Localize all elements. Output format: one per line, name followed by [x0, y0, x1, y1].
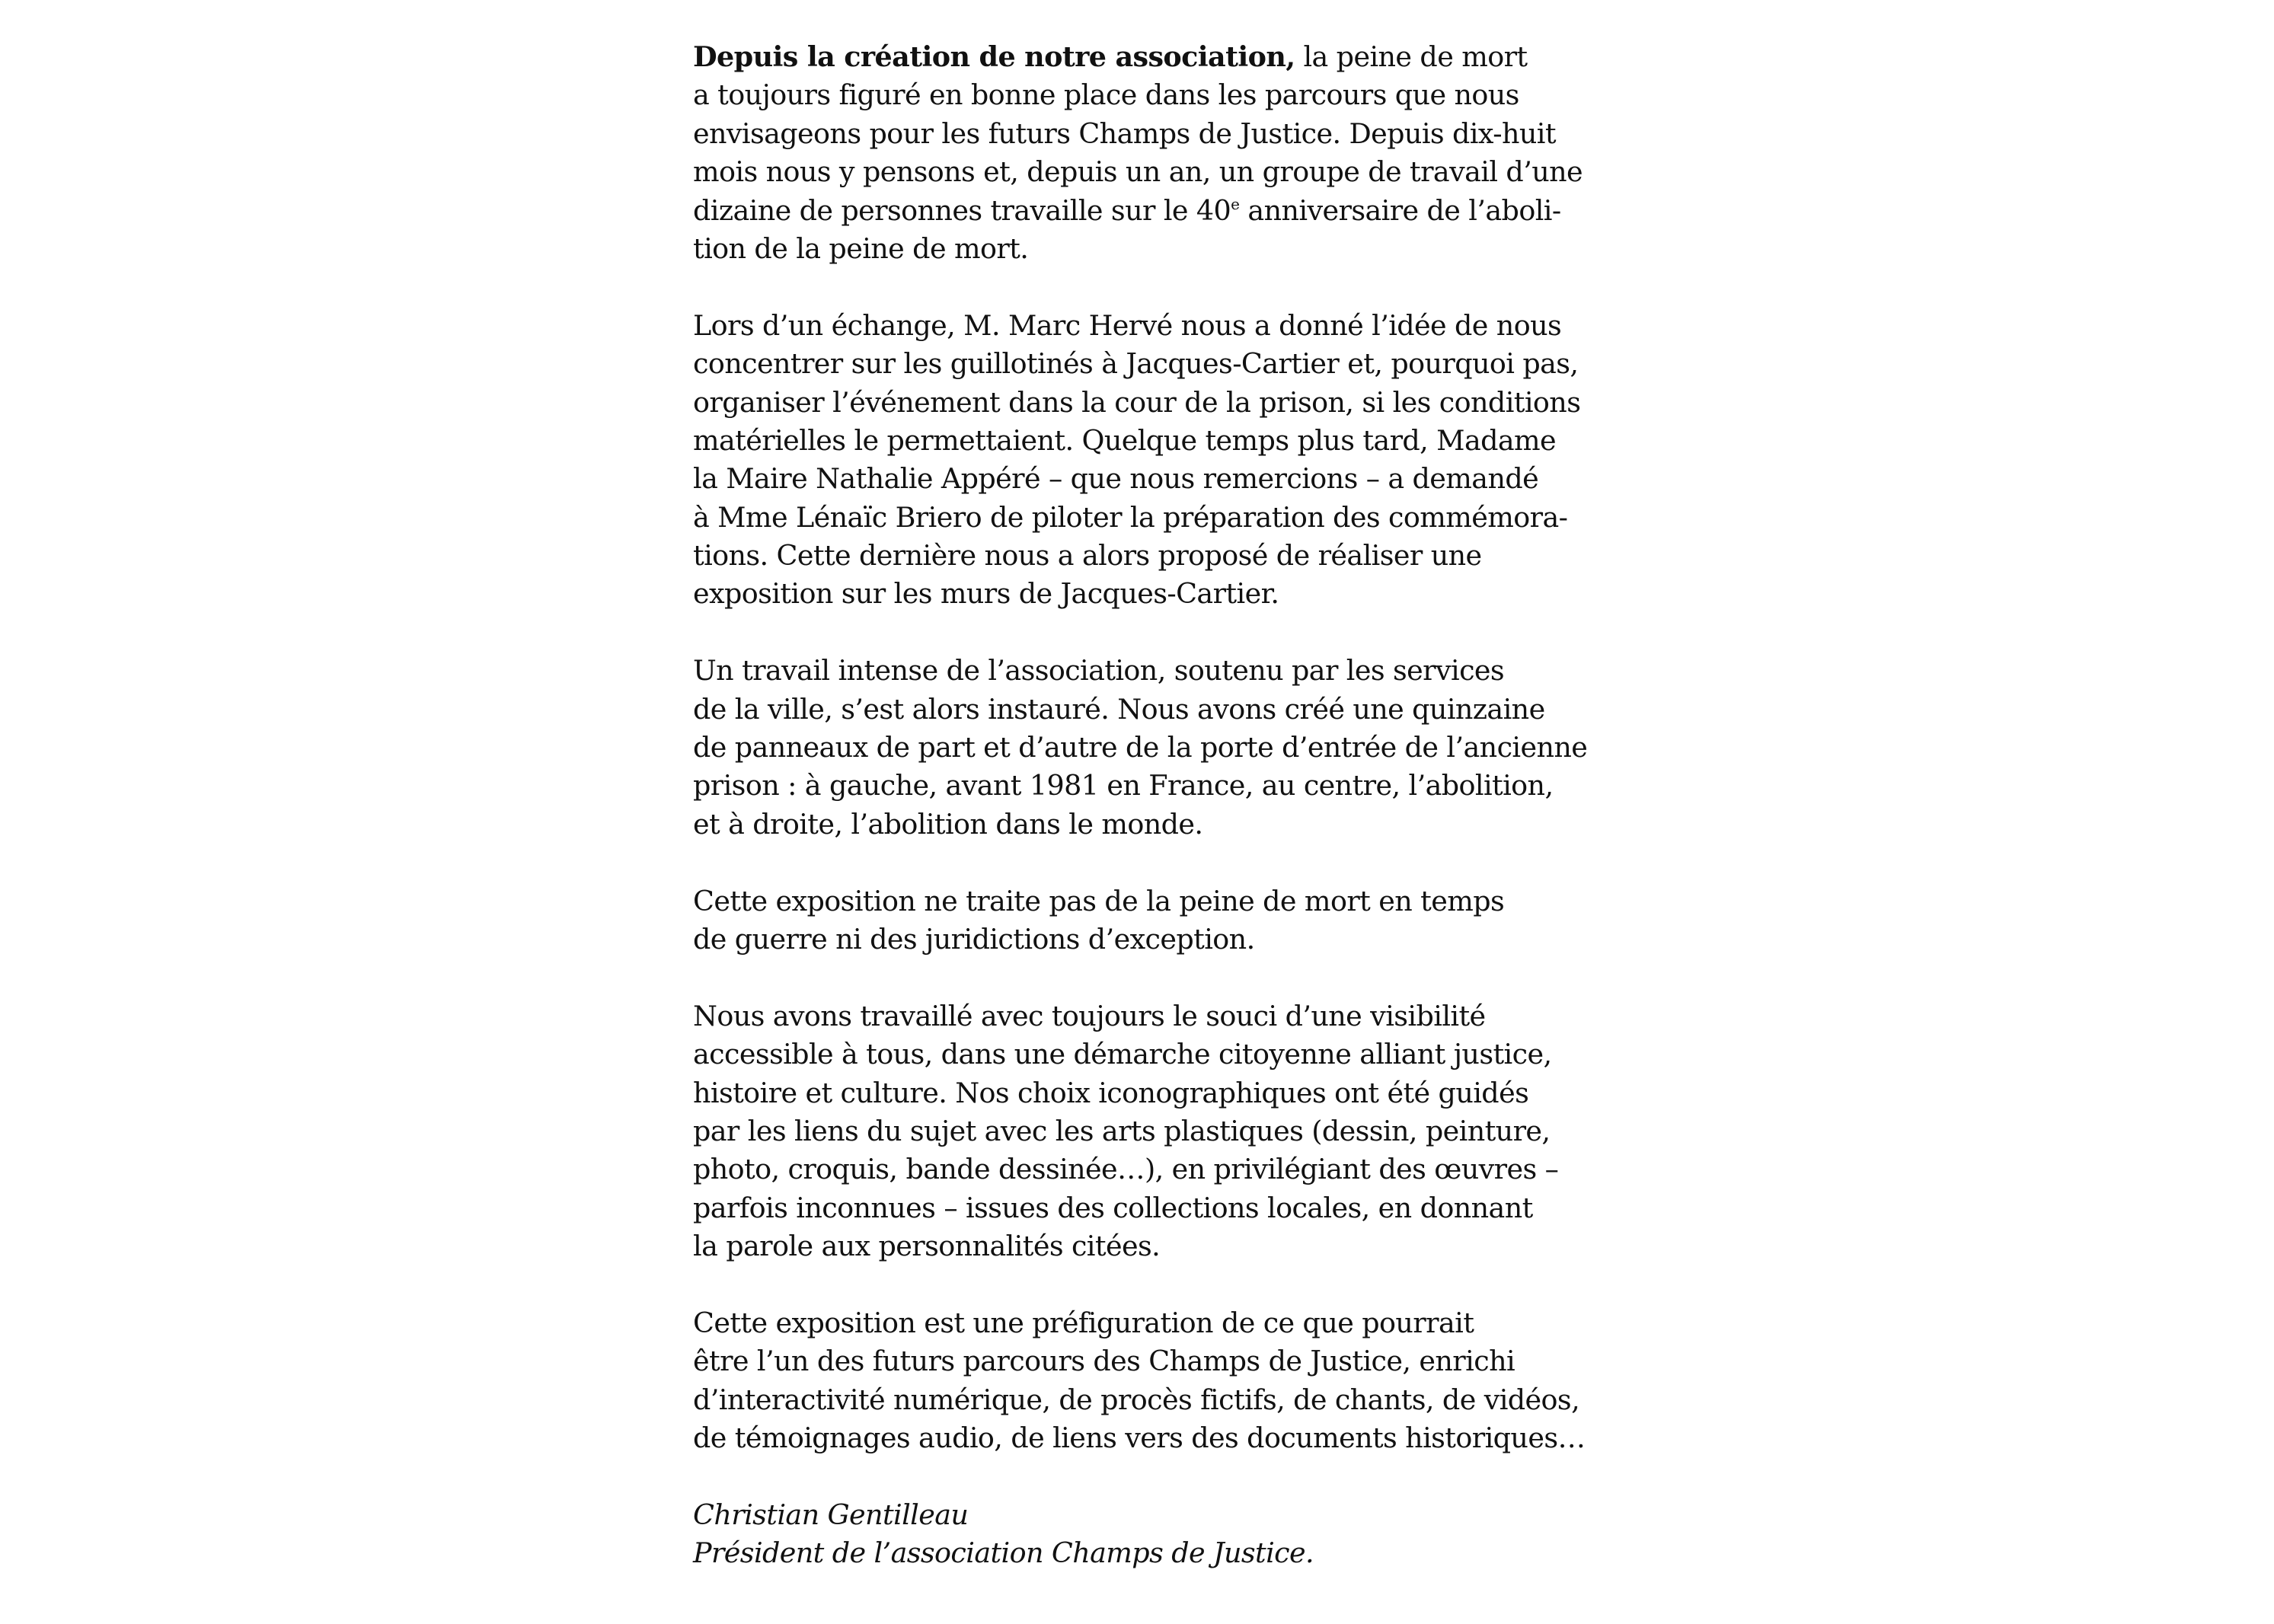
paragraph-work — [693, 652, 1588, 844]
text-line: la parole aux personnalités citées. — [693, 1230, 1161, 1263]
paragraph-scope — [693, 882, 1569, 959]
text-line: Cette exposition est une préfiguration de ce que pourrait — [693, 1306, 1474, 1339]
text-line: à Mme Lénaïc Briero de piloter la préparation des commémora- — [693, 500, 1568, 534]
ordinal-superscript: e — [1231, 194, 1240, 213]
signature-name: Christian Gentilleau — [693, 1498, 969, 1531]
text-line: tion de la peine de mort. — [693, 231, 1029, 265]
text-line: tions. Cette dernière nous a alors proposé de réaliser une — [693, 539, 1482, 573]
lead-in-bold: Depuis la création de notre association, — [693, 40, 1295, 73]
line-text: la peine de mort — [1295, 40, 1528, 73]
text-line: par les liens du sujet avec les arts plastiques (dessin, peinture, — [693, 1114, 1551, 1147]
text-line: a toujours figuré en bonne place dans les parcours que nous — [693, 78, 1519, 112]
paragraph-future — [693, 1304, 1586, 1458]
signature-title: Président de l’association Champs de Justice. — [693, 1536, 1314, 1570]
text-line: prison : à gauche, avant 1981 en France, au centre, l’abolition, — [693, 769, 1554, 802]
text-line: de guerre ni des juridictions d’exception. — [693, 922, 1255, 956]
line-text: dizaine de personnes travaille sur le 40 — [693, 193, 1231, 227]
text-line: la Maire Nathalie Appéré – que nous remercions – a demandé — [693, 462, 1539, 496]
text-line: exposition sur les murs de Jacques-Cartier. — [693, 577, 1279, 611]
text-line: de panneaux de part et d’autre de la porte d’entrée de l’ancienne — [693, 731, 1588, 764]
text-line: Lors d’un échange, M. Marc Hervé nous a donné l’idée de nous — [693, 308, 1562, 342]
text-line: Nous avons travaillé avec toujours le souci d’une visibilité — [693, 999, 1486, 1032]
text-line: mois nous y pensons et, depuis un an, un groupe de travail d’une — [693, 155, 1583, 189]
signature-block — [693, 1496, 1569, 1573]
text-line: parfois inconnues – issues des collections locales, en donnant — [693, 1191, 1533, 1224]
paragraph-origin — [693, 307, 1581, 614]
text-line: et à droite, l’abolition dans le monde. — [693, 807, 1203, 841]
text-line: de témoignages audio, de liens vers des documents historiques… — [693, 1421, 1586, 1455]
text-line: d’interactivité numérique, de procès fictifs, de chants, de vidéos, — [693, 1383, 1580, 1416]
text-line: Cette exposition ne traite pas de la peine de mort en temps — [693, 884, 1505, 917]
text-line — [693, 192, 1569, 230]
text-line: concentrer sur les guillotinés à Jacques-Cartier et, pourquoi pas, — [693, 347, 1579, 381]
text-line — [693, 38, 1569, 76]
text-line: être l’un des futurs parcours des Champs de Justice, enrichi — [693, 1345, 1515, 1378]
text-line: accessible à tous, dans une démarche citoyenne alliant justice, — [693, 1038, 1552, 1071]
text-line: histoire et culture. Nos choix iconographiques ont été guidés — [693, 1076, 1529, 1109]
paragraph-approach — [693, 997, 1569, 1266]
document-body — [693, 38, 1588, 1611]
text-line: de la ville, s’est alors instauré. Nous avons créé une quinzaine — [693, 692, 1545, 726]
text-line: photo, croquis, bande dessinée…), en privilégiant des œuvres – — [693, 1153, 1559, 1186]
text-line: matérielles le permettaient. Quelque temps plus tard, Madame — [693, 423, 1557, 457]
paragraph-intro — [693, 38, 1583, 268]
text-line: Un travail intense de l’association, soutenu par les services — [693, 654, 1505, 688]
line-text: anniversaire de l’aboli- — [1239, 193, 1561, 227]
text-line: organiser l’événement dans la cour de la prison, si les conditions — [693, 385, 1581, 419]
text-line: envisageons pour les futurs Champs de Justice. Depuis dix-huit — [693, 116, 1556, 150]
